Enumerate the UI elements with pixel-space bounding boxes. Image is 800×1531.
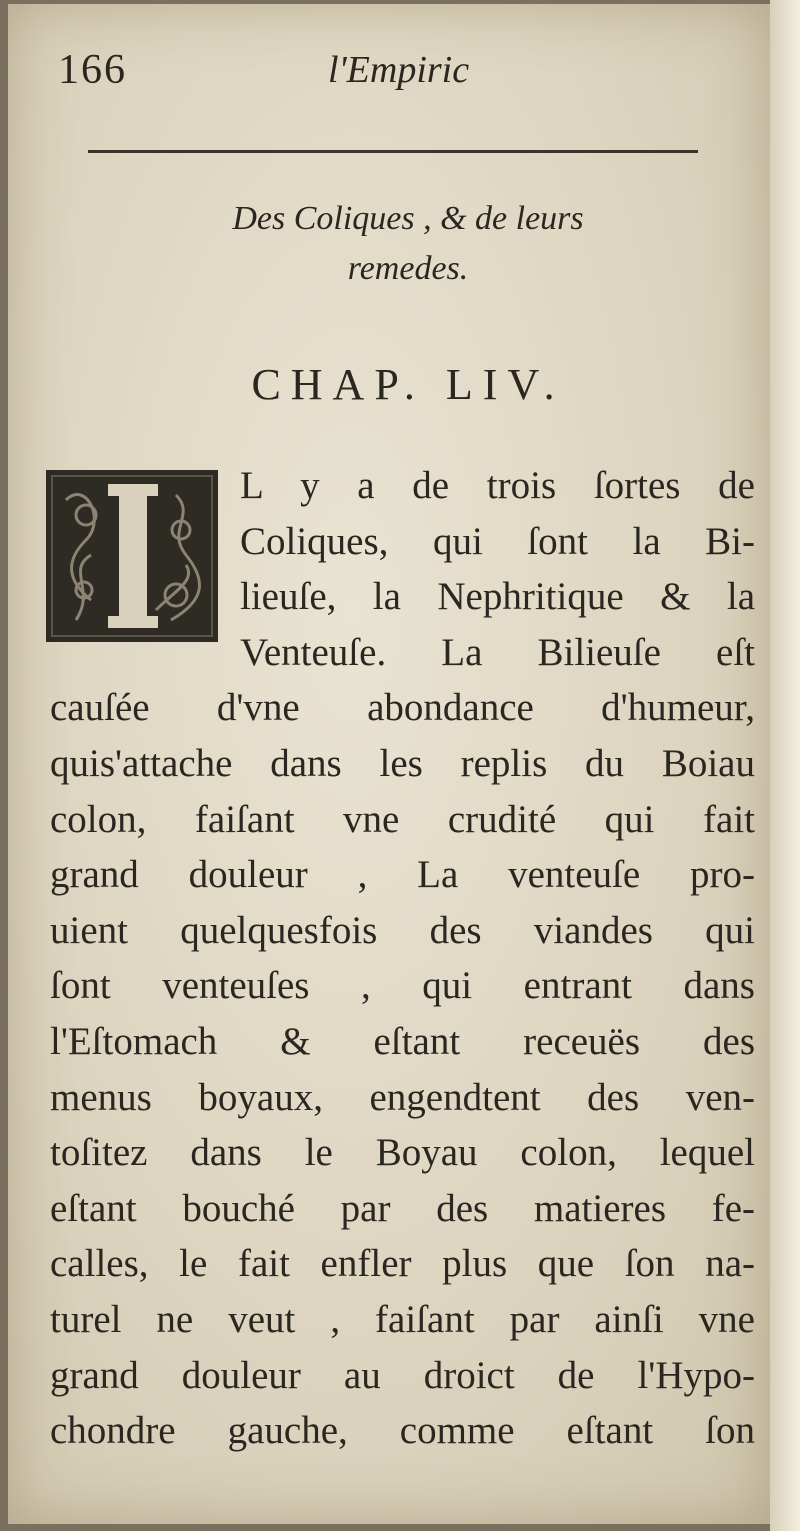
body-line: lieuſe, la Nephritique & la xyxy=(240,575,755,619)
body-line: calles, le fait enfler plus que ſon na- xyxy=(50,1242,755,1286)
body-line: turel ne veut , faiſant par ainſi vne xyxy=(50,1297,755,1341)
chapter-body xyxy=(50,458,755,1459)
body-line: uient quelquesfois des viandes qui xyxy=(50,908,755,952)
body-line: Venteuſe. La Bilieuſe eſt xyxy=(240,630,755,674)
page-edge xyxy=(770,0,800,1531)
body-line: l'Eſtomach & eſtant receuës des xyxy=(50,1019,755,1063)
section-title-line-2: remedes. xyxy=(347,250,469,287)
chapter-heading: CHAP. LIV. xyxy=(251,360,565,409)
body-line: colon, faiſant vne crudité qui fait xyxy=(50,797,755,841)
page-header xyxy=(48,36,708,96)
body-line: ſont venteuſes , qui entrant dans xyxy=(50,964,755,1008)
body-line: chondre gauche, comme eſtant ſon xyxy=(50,1409,755,1453)
body-line: eſtant bouché par des matieres fe- xyxy=(50,1186,755,1230)
running-head: l'Empiric xyxy=(328,49,470,91)
page-number: 166 xyxy=(58,47,127,93)
section-title xyxy=(128,194,688,294)
body-line: toſitez dans le Boyau colon, lequel xyxy=(50,1131,755,1175)
body-line: Coliques, qui ſont la Bi- xyxy=(240,519,755,563)
body-line: grand douleur au droict de l'Hypo- xyxy=(50,1353,755,1397)
body-line: grand douleur , La venteuſe pro- xyxy=(50,853,755,897)
body-line: quis'attache dans les replis du Boiau xyxy=(50,741,755,785)
body-line: L y a de trois ſortes de xyxy=(240,464,755,507)
body-line: menus boyaux, engendtent des ven- xyxy=(50,1075,755,1119)
header-rule xyxy=(88,150,698,153)
body-line: cauſée d'vne abondance d'humeur, xyxy=(50,686,755,730)
section-title-line-1: Des Coliques , & de leurs xyxy=(232,200,584,237)
